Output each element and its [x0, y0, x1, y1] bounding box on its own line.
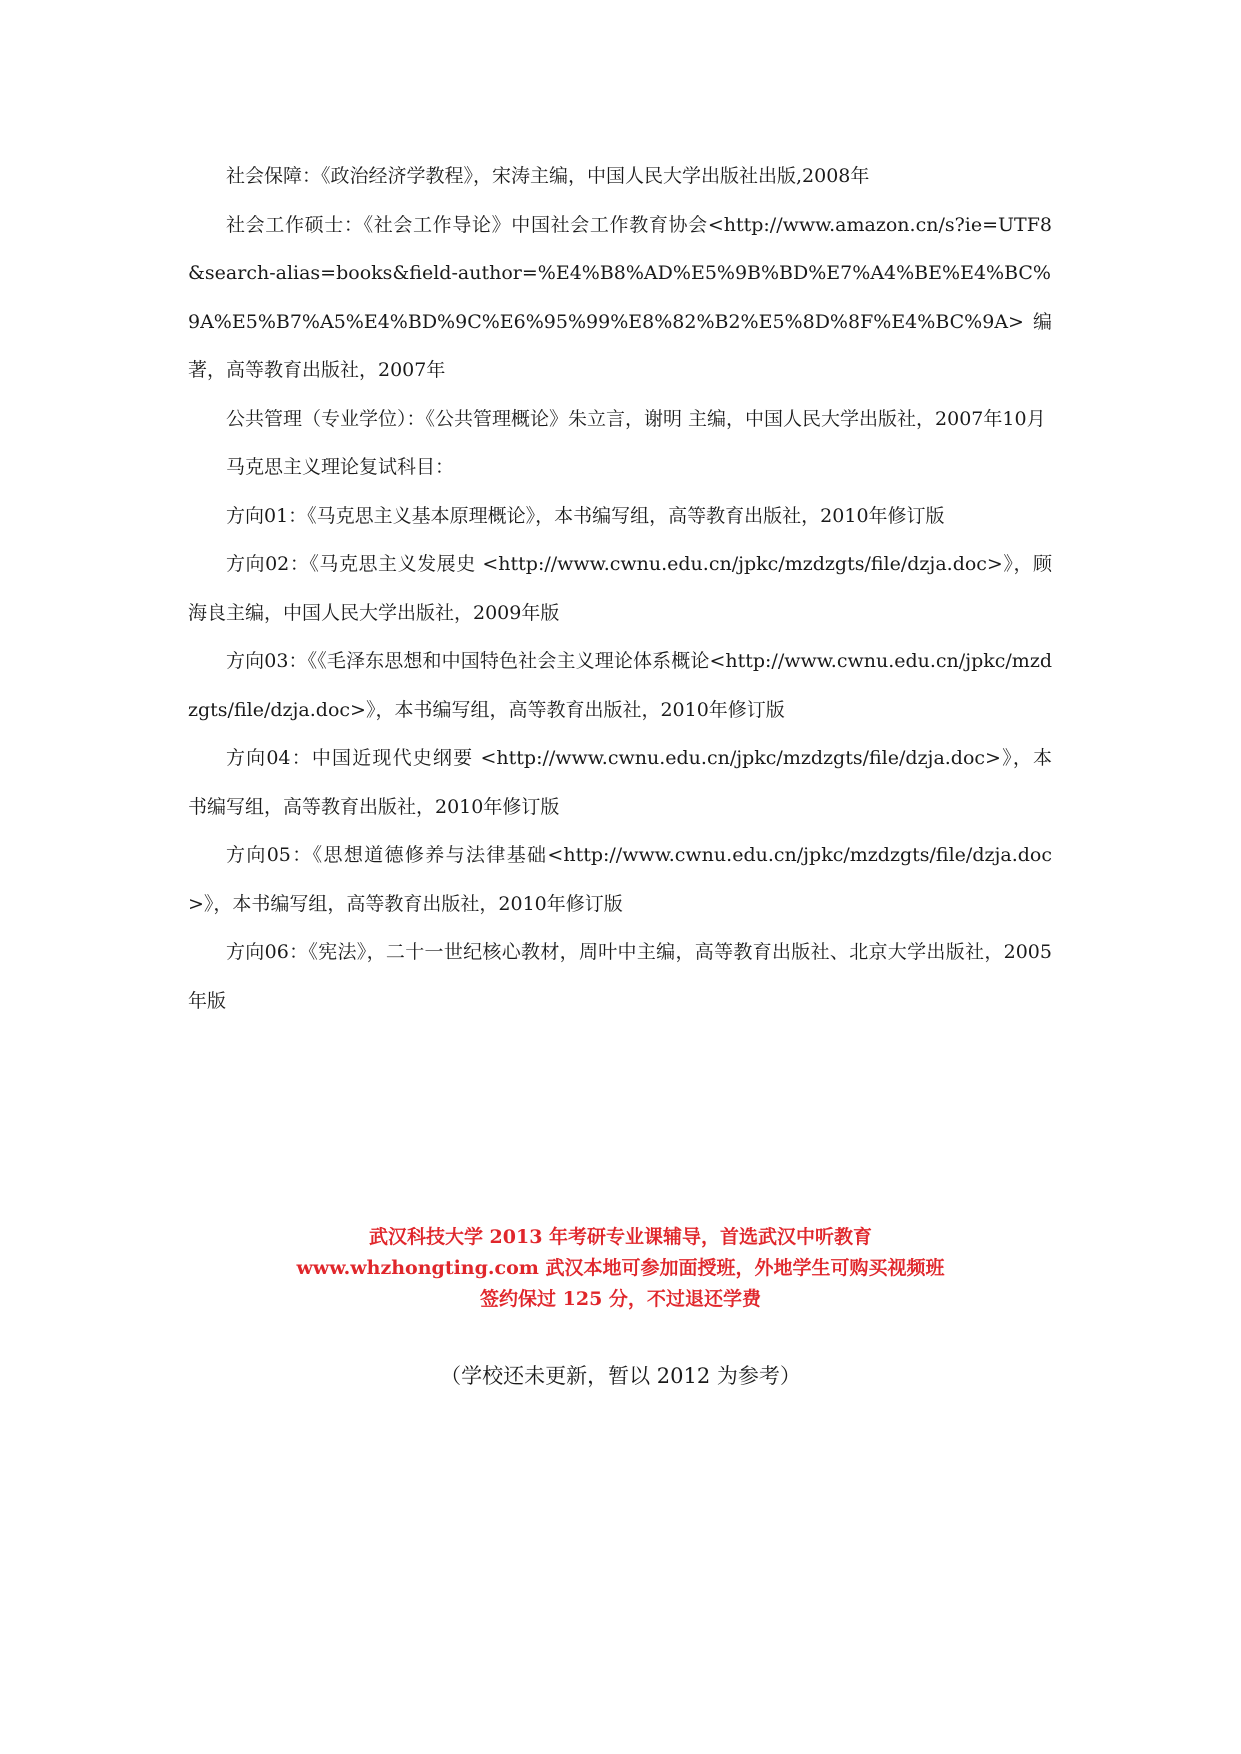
paragraph-marxism-heading: 马克思主义理论复试科目：	[226, 456, 455, 478]
paragraph-direction-02: 方向02：《马克思主义发展史 <http://www.cwnu.edu.cn/jpkc/mzdzgts/file/dzja.doc>》，顾海良主编，中国人民大学出版社，2009年版	[188, 553, 1052, 624]
paragraph-direction-05: 方向05：《思想道德修养与法律基础<http://www.cwnu.edu.cn/jpkc/mzdzgts/file/dzja.doc>》，本书编写组，高等教育出版社，2010年修订版	[188, 844, 1052, 915]
paragraph-direction-03: 方向03：《《毛泽东思想和中国特色社会主义理论体系概论<http://www.cwnu.edu.cn/jpkc/mzdzgts/file/dzja.doc>》，本书编写组，高等教育出版社，2010年修订版	[188, 650, 1052, 721]
paragraph-direction-04: 方向04：中国近现代史纲要 <http://www.cwnu.edu.cn/jpkc/mzdzgts/file/dzja.doc>》，本书编写组，高等教育出版社，2010年修订版	[188, 747, 1052, 818]
paragraph-direction-01: 方向01：《马克思主义基本原理概论》，本书编写组，高等教育出版社，2010年修订版	[226, 504, 945, 527]
reference-note: （学校还未更新，暂以 2012 为参考）	[440, 1364, 801, 1388]
document-body	[188, 152, 1052, 1025]
paragraph-public-management: 公共管理（专业学位）：《公共管理概论》朱立言，谢明 主编，中国人民大学出版社，2007年10月	[226, 407, 1046, 430]
promo-banner	[0, 1222, 1241, 1315]
promo-line-3: 签约保过 125 分，不过退还学费	[480, 1288, 761, 1310]
paragraph-social-work-master: 社会工作硕士：《社会工作导论》中国社会工作教育协会<http://www.amazon.cn/s?ie=UTF8&search-alias=books&field-author=%E4%B8%AD%E5%9B%BD%E7%A4%BE%E4%BC%9A%E5%B7%A5%E4%BD%9C%E6%95%99%E8%82%B2%E5%8D%8F%E4%BC%9A>编著，高等教育出版社，2007年	[188, 213, 1052, 381]
promo-line-1: 武汉科技大学 2013 年考研专业课辅导，首选武汉中听教育	[368, 1226, 873, 1248]
paragraph-direction-06: 方向06：《宪法》，二十一世纪核心教材，周叶中主编，高等教育出版社、北京大学出版社，2005年版	[188, 941, 1052, 1012]
promo-line-2: www.whzhongting.com 武汉本地可参加面授班，外地学生可购买视频班	[296, 1257, 945, 1279]
paragraph-social-security: 社会保障：《政治经济学教程》，宋涛主编，中国人民大学出版社出版,2008年	[226, 165, 870, 187]
